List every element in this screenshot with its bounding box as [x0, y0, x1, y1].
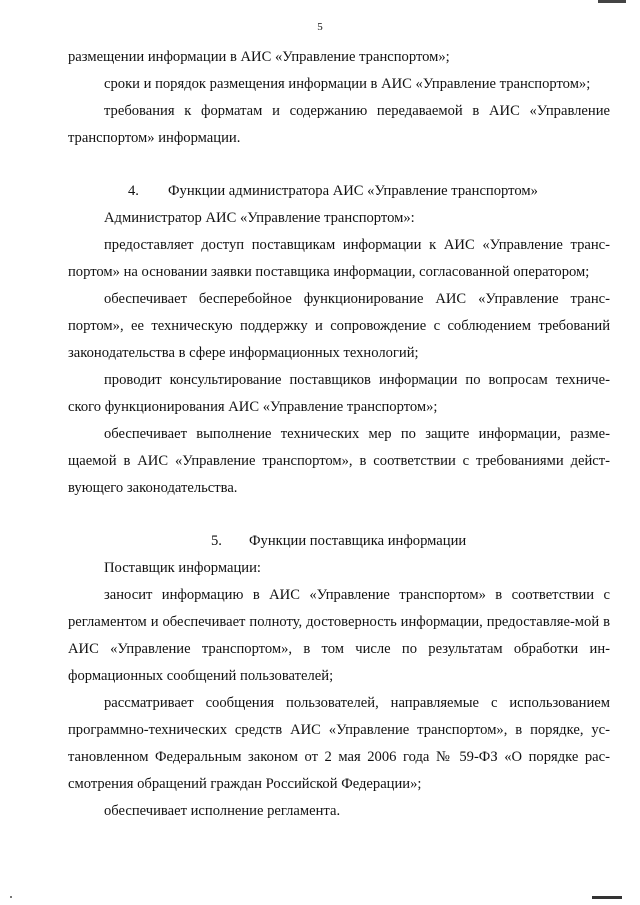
paragraph: обеспечивает исполнение регламента.: [104, 803, 341, 819]
section-number: 4.: [128, 183, 139, 199]
paragraph: требования к форматам и содержанию передаваемой в АИС «Управление транспортом» информации.: [68, 103, 610, 146]
document-body: [68, 44, 610, 825]
section-title: Функции поставщика информации: [249, 533, 467, 549]
section-lead: Поставщик информации:: [104, 560, 261, 576]
scan-mark-bottom: [592, 896, 622, 899]
scan-dot: [10, 896, 12, 898]
section-number: 5.: [211, 533, 222, 549]
paragraph: сроки и порядок размещения информации в АИС «Управление транспортом»;: [104, 76, 591, 92]
paragraph: размещении информации в АИС «Управление транспортом»;: [68, 49, 450, 65]
paragraph: обеспечивает бесперебойное функционирование АИС «Управление транс-портом», ее техническую поддержку и сопровождение с соблюдением требований законодательства в сфере информационных технологий;: [68, 291, 610, 361]
paragraph: рассматривает сообщения пользователей, направляемые с использованием программно-технических средств АИС «Управление транспортом», в порядке, ус-тановленном Федеральным законом от 2 мая 2006 года № 59-ФЗ «О порядке рас-смотрения обращений граждан Российской Федерации»;: [68, 695, 610, 792]
paragraph: предоставляет доступ поставщикам информации к АИС «Управление транс-портом» на основании заявки поставщика информации, согласованной оператором;: [68, 237, 610, 280]
section-lead: Администратор АИС «Управление транспортом»:: [104, 210, 415, 226]
page-number: 5: [317, 21, 323, 33]
scan-mark-top: [598, 0, 626, 3]
section-heading-5: [68, 528, 610, 555]
paragraph: проводит консультирование поставщиков информации по вопросам техниче-ского функционирования АИС «Управление транспортом»;: [68, 372, 610, 415]
paragraph: заносит информацию в АИС «Управление транспортом» в соответствии с регламентом и обеспечивает полноту, достоверность информации, предоставляе-мой в АИС «Управление транспортом», в том числе по результатам обработки ин-формационных сообщений пользователей;: [68, 587, 610, 684]
section-title: Функции администратора АИС «Управление транспортом»: [168, 183, 538, 199]
section-heading-4: [68, 178, 610, 205]
paragraph: обеспечивает выполнение технических мер по защите информации, разме-щаемой в АИС «Управление транспортом», в соответствии с требованиями дейст-вующего законодательства.: [68, 426, 610, 496]
